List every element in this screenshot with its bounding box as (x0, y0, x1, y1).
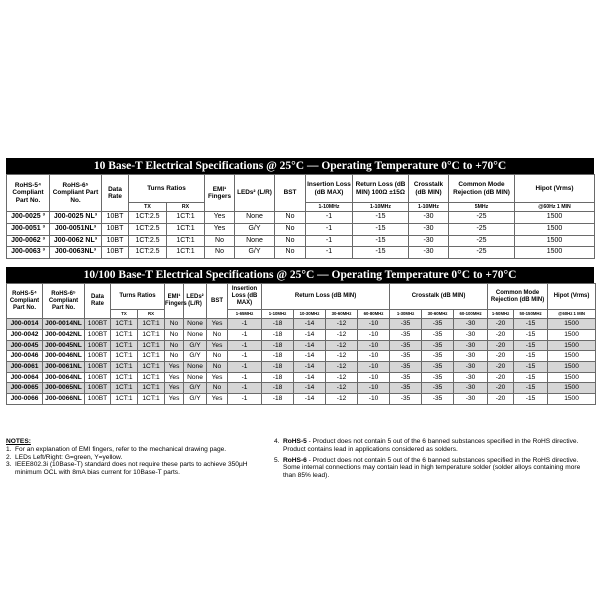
t1-header-cmr-freq: 5MHz (449, 203, 515, 212)
notes-title: NOTES: (6, 438, 31, 445)
cell-leds: G/Y (184, 394, 207, 405)
cell-return-1: -18 (262, 340, 294, 351)
cell-bst: Yes (207, 340, 228, 351)
t1-header-emi: EMI¹ Fingers (205, 175, 235, 212)
cell-crosstalk-2: -35 (422, 319, 454, 330)
cell-cmr-1: -20 (488, 372, 514, 383)
cell-return-3: -12 (326, 383, 358, 394)
cell-rx: 1CT:1 (167, 223, 205, 235)
cell-emi: No (165, 351, 184, 362)
cell-crosstalk-1: -35 (390, 319, 422, 330)
cell-tx: 1CT:1 (111, 319, 138, 330)
note-number: 2. (6, 453, 12, 461)
cell-insertion: -1 (228, 394, 262, 405)
cell-return-2: -14 (294, 362, 326, 373)
table-row (7, 394, 596, 405)
t2-header-insertion: Insertion Loss (dB MAX) (228, 284, 262, 310)
note-item (6, 454, 268, 462)
cell-emi: No (165, 329, 184, 340)
cell-return-3: -12 (326, 329, 358, 340)
cell-cmr-2: -15 (514, 372, 548, 383)
cell-return-3: -12 (326, 394, 358, 405)
t1-header-hipot-cond: @60Hz 1 MIN (515, 203, 595, 212)
cell-cmr-1: -20 (488, 329, 514, 340)
cell-rate: 100BT (85, 340, 111, 351)
cell-emi: Yes (165, 362, 184, 373)
cell-crosstalk-2: -35 (422, 383, 454, 394)
t1-header-insertion: Insertion Loss (dB MAX) (306, 175, 353, 203)
cell-hipot: 1500 (548, 319, 596, 330)
table2-body (7, 319, 596, 405)
note-number: 4. (274, 438, 280, 445)
notes-left-column (6, 438, 268, 477)
spec-sheet (6, 158, 594, 405)
cell-emi: Yes (165, 383, 184, 394)
cell-bst: No (275, 223, 306, 235)
cell-leds: None (235, 235, 275, 247)
t2-header-return-range-3: 30-60MHz (326, 310, 358, 319)
cell-crosstalk: -30 (409, 223, 449, 235)
cell-bst: Yes (207, 319, 228, 330)
cell-insertion: -1 (228, 340, 262, 351)
cell-emi: No (165, 340, 184, 351)
cell-crosstalk-2: -35 (422, 394, 454, 405)
table-spacer (6, 259, 594, 267)
t2-header-emi: EMI¹ Fingers (165, 284, 184, 319)
cell-return-2: -14 (294, 329, 326, 340)
table-row (7, 235, 595, 247)
note-text: - Product does not contain 5 out of the 6 banned substances specified in the RoHS directive. Some internal connections may contain lead in high temperature solder (solder alloys containing more than 85% lead). (283, 456, 581, 480)
cell-rx: 1CT:1 (138, 383, 165, 394)
t1-header-leds: LEDs² (L/R) (235, 175, 275, 212)
cell-crosstalk-3: -30 (454, 394, 488, 405)
cell-tx: 1CT:1 (111, 372, 138, 383)
cell-return-2: -14 (294, 340, 326, 351)
cell-rohs6: J00-0064NL (43, 372, 85, 383)
cell-rate: 100BT (85, 319, 111, 330)
cell-return-2: -14 (294, 383, 326, 394)
cell-return-1: -18 (262, 351, 294, 362)
cell-return-3: -12 (326, 319, 358, 330)
cell-hipot: 1500 (548, 362, 596, 373)
t2-header-cmr-range-2: 50-150MHz (514, 310, 548, 319)
cell-return-4: -10 (358, 394, 390, 405)
cell-leds: G/Y (235, 223, 275, 235)
cell-crosstalk-1: -35 (390, 340, 422, 351)
cell-leds: G/Y (235, 247, 275, 259)
t1-header-hipot: Hipot (Vrms) (515, 175, 595, 203)
t2-header-cmr-range-1: 1-50MHz (488, 310, 514, 319)
cell-insertion: -1 (228, 362, 262, 373)
cell-rohs5: J00-0066 (7, 394, 43, 405)
cell-rate: 100BT (85, 351, 111, 362)
table-row (7, 362, 596, 373)
cell-return-4: -10 (358, 340, 390, 351)
cell-return: -15 (353, 212, 409, 224)
cell-rohs6: J00-0063NL³ (50, 247, 102, 259)
cell-bst: No (275, 247, 306, 259)
cell-hipot: 1500 (548, 329, 596, 340)
cell-rohs6: J00-0046NL (43, 351, 85, 362)
table2-title: 10/100 Base-T Electrical Specifications @ 25°C — Operating Temperature 0°C to +70°C (6, 267, 594, 283)
cell-tx: 1CT:1 (111, 362, 138, 373)
table1 (6, 174, 595, 259)
cell-return-1: -18 (262, 362, 294, 373)
cell-cmr-1: -20 (488, 319, 514, 330)
cell-crosstalk-1: -35 (390, 351, 422, 362)
cell-rate: 10BT (102, 247, 129, 259)
t2-header-hipot: Hipot (Vrms) (548, 284, 596, 310)
t1-header-cmr: Common Mode Rejection (dB MIN) (449, 175, 515, 203)
t1-header-insertion-range: 1-10MHz (306, 203, 353, 212)
cell-rohs6: J00-0051NL³ (50, 223, 102, 235)
cell-rohs6: J00-0042NL (43, 329, 85, 340)
cell-crosstalk-3: -30 (454, 362, 488, 373)
note-label: RoHS-5 (283, 438, 307, 445)
cell-insertion: -1 (228, 319, 262, 330)
cell-tx: 1CT:2.5 (129, 223, 167, 235)
note-text: For an explanation of EMI fingers, refer to the mechanical drawing page. (15, 445, 227, 453)
cell-tx: 1CT:1 (111, 383, 138, 394)
table2 (6, 283, 596, 405)
cell-cmr-2: -15 (514, 351, 548, 362)
t1-header-rohs6: RoHS-6⁵ Compliant Part No. (50, 175, 102, 212)
cell-insertion: -1 (228, 351, 262, 362)
cell-insertion: -1 (306, 247, 353, 259)
cell-cmr-2: -15 (514, 383, 548, 394)
cell-return-2: -14 (294, 319, 326, 330)
cell-rohs6: J00-0065NL (43, 383, 85, 394)
t1-header-tx: TX (129, 203, 167, 212)
cell-rohs6: J00-0061NL (43, 362, 85, 373)
table-row (7, 247, 595, 259)
cell-leds: None (184, 329, 207, 340)
t2-header-hipot-cond: @60Hz 1 MIN (548, 310, 596, 319)
t2-header-turns: Turns Ratios (111, 284, 165, 310)
cell-return-1: -18 (262, 394, 294, 405)
cell-rohs5: J00-0051 ³ (7, 223, 50, 235)
cell-return-2: -14 (294, 372, 326, 383)
cell-hipot: 1500 (515, 235, 595, 247)
t2-header-crosstalk: Crosstalk (dB MIN) (390, 284, 488, 310)
cell-bst: No (207, 329, 228, 340)
cell-return-1: -18 (262, 383, 294, 394)
cell-crosstalk-1: -35 (390, 329, 422, 340)
t2-header-crosstalk-range-3: 60-100MHz (454, 310, 488, 319)
cell-bst: No (275, 212, 306, 224)
cell-leds: G/Y (184, 351, 207, 362)
cell-tx: 1CT:1 (111, 340, 138, 351)
cell-cmr: -25 (449, 223, 515, 235)
cell-hipot: 1500 (548, 372, 596, 383)
cell-return-3: -12 (326, 351, 358, 362)
cell-return: -15 (353, 247, 409, 259)
cell-cmr-2: -15 (514, 329, 548, 340)
cell-crosstalk-1: -35 (390, 372, 422, 383)
cell-crosstalk: -30 (409, 247, 449, 259)
cell-insertion: -1 (228, 383, 262, 394)
t1-header-rohs5: RoHS-5⁴ Compliant Part No. (7, 175, 50, 212)
t2-header-tx: TX (111, 310, 138, 319)
cell-rx: 1CT:1 (138, 362, 165, 373)
t2-header-return-range-1: 1-10MHz (262, 310, 294, 319)
cell-crosstalk-3: -30 (454, 329, 488, 340)
cell-rohs6: J00-0066NL (43, 394, 85, 405)
cell-crosstalk-3: -30 (454, 351, 488, 362)
cell-hipot: 1500 (548, 383, 596, 394)
cell-hipot: 1500 (515, 212, 595, 224)
cell-leds: None (184, 372, 207, 383)
cell-leds: None (184, 362, 207, 373)
cell-emi: Yes (205, 223, 235, 235)
t2-header-rx: RX (138, 310, 165, 319)
table-row (7, 383, 596, 394)
cell-rate: 100BT (85, 329, 111, 340)
cell-rate: 100BT (85, 372, 111, 383)
cell-crosstalk-2: -35 (422, 329, 454, 340)
cell-emi: No (165, 319, 184, 330)
cell-cmr-1: -20 (488, 362, 514, 373)
note-number: 3. (6, 461, 12, 469)
cell-return: -15 (353, 223, 409, 235)
cell-return-2: -14 (294, 351, 326, 362)
cell-rx: 1CT:1 (138, 329, 165, 340)
cell-hipot: 1500 (548, 394, 596, 405)
t2-header-bst: BST (207, 284, 228, 319)
cell-return-3: -12 (326, 340, 358, 351)
cell-rohs5: J00-0065 (7, 383, 43, 394)
cell-return-1: -18 (262, 319, 294, 330)
cell-return-1: -18 (262, 372, 294, 383)
cell-cmr-2: -15 (514, 319, 548, 330)
cell-rx: 1CT:1 (138, 340, 165, 351)
t2-header-leds: LEDs² (L/R) (184, 284, 207, 319)
cell-rx: 1CT:1 (138, 351, 165, 362)
cell-rohs5: J00-0025 ³ (7, 212, 50, 224)
cell-return-3: -12 (326, 362, 358, 373)
cell-insertion: -1 (306, 223, 353, 235)
cell-cmr: -25 (449, 212, 515, 224)
cell-cmr-1: -20 (488, 340, 514, 351)
t1-header-return-range: 1-10MHz (353, 203, 409, 212)
t1-header-crosstalk: Crosstalk (dB MIN) (409, 175, 449, 203)
cell-rate: 100BT (85, 394, 111, 405)
t2-header-return: Return Loss (dB MIN) (262, 284, 390, 310)
cell-insertion: -1 (306, 212, 353, 224)
cell-emi: Yes (165, 372, 184, 383)
cell-rate: 100BT (85, 383, 111, 394)
cell-bst: Yes (207, 394, 228, 405)
t1-header-turns: Turns Ratios (129, 175, 205, 203)
cell-return-1: -18 (262, 329, 294, 340)
cell-bst: No (207, 351, 228, 362)
cell-rx: 1CT:1 (167, 247, 205, 259)
cell-hipot: 1500 (548, 340, 596, 351)
cell-insertion: -1 (228, 329, 262, 340)
t1-header-return: Return Loss (dB MIN) 100Ω ±15Ω (353, 175, 409, 203)
cell-rate: 100BT (85, 362, 111, 373)
cell-cmr-1: -20 (488, 351, 514, 362)
cell-insertion: -1 (228, 372, 262, 383)
cell-bst: No (207, 362, 228, 373)
note-label: RoHS-6 (283, 456, 307, 464)
cell-crosstalk-3: -30 (454, 383, 488, 394)
note-text: LEDs Left/Right: G=green, Y=yellow. (15, 453, 123, 461)
t1-header-data-rate: Data Rate (102, 175, 129, 212)
cell-bst: No (207, 383, 228, 394)
t2-header-insertion-range: 1-65MHz (228, 310, 262, 319)
cell-return: -15 (353, 235, 409, 247)
table-row (7, 329, 596, 340)
cell-rx: 1CT:1 (167, 235, 205, 247)
cell-bst: Yes (207, 372, 228, 383)
note-item (274, 438, 592, 454)
cell-tx: 1CT:2.5 (129, 212, 167, 224)
table-row (7, 372, 596, 383)
note-text: - Product does not contain 5 out of the 6 banned substances specified in the RoHS directive. Product contains lead in applications considered as solders. (283, 438, 579, 453)
table-row (7, 319, 596, 330)
cell-tx: 1CT:2.5 (129, 235, 167, 247)
t2-header-rohs6: RoHS-6⁵ Compliant Part No. (43, 284, 85, 319)
note-item (6, 461, 268, 477)
cell-emi: Yes (205, 212, 235, 224)
cell-crosstalk: -30 (409, 212, 449, 224)
t2-header-crosstalk-range-1: 1-30MHz (390, 310, 422, 319)
cell-rohs5: J00-0045 (7, 340, 43, 351)
cell-hipot: 1500 (515, 223, 595, 235)
cell-crosstalk-2: -35 (422, 362, 454, 373)
t1-header-crosstalk-range: 1-10MHz (409, 203, 449, 212)
cell-return-2: -14 (294, 394, 326, 405)
cell-bst: No (275, 235, 306, 247)
note-number: 5. (274, 456, 280, 464)
cell-cmr: -25 (449, 247, 515, 259)
cell-cmr-2: -15 (514, 362, 548, 373)
cell-crosstalk: -30 (409, 235, 449, 247)
cell-return-4: -10 (358, 329, 390, 340)
t2-header-cmr: Common Mode Rejection (dB MIN) (488, 284, 548, 310)
t2-header-return-range-4: 60-80MHz (358, 310, 390, 319)
t2-header-crosstalk-range-2: 30-60MHz (422, 310, 454, 319)
cell-crosstalk-1: -35 (390, 383, 422, 394)
cell-leds: G/Y (184, 340, 207, 351)
t2-header-rohs5: RoHS-5⁴ Compliant Part No. (7, 284, 43, 319)
cell-hipot: 1500 (515, 247, 595, 259)
cell-rohs6: J00-0025 NL³ (50, 212, 102, 224)
cell-leds: None (235, 212, 275, 224)
table-row (7, 223, 595, 235)
cell-crosstalk-2: -35 (422, 351, 454, 362)
table-row (7, 212, 595, 224)
cell-crosstalk-3: -30 (454, 319, 488, 330)
cell-crosstalk-1: -35 (390, 394, 422, 405)
cell-cmr-1: -20 (488, 383, 514, 394)
cell-emi: Yes (165, 394, 184, 405)
cell-tx: 1CT:1 (111, 329, 138, 340)
cell-emi: No (205, 247, 235, 259)
cell-rohs5: J00-0062 ³ (7, 235, 50, 247)
cell-rohs5: J00-0046 (7, 351, 43, 362)
t1-header-bst: BST (275, 175, 306, 212)
cell-insertion: -1 (306, 235, 353, 247)
cell-emi: No (205, 235, 235, 247)
cell-crosstalk-1: -35 (390, 362, 422, 373)
cell-rohs6: J00-0045NL (43, 340, 85, 351)
cell-cmr-1: -20 (488, 394, 514, 405)
cell-rx: 1CT:1 (138, 319, 165, 330)
cell-return-4: -10 (358, 351, 390, 362)
cell-return-4: -10 (358, 319, 390, 330)
table-row (7, 351, 596, 362)
cell-hipot: 1500 (548, 351, 596, 362)
cell-rohs5: J00-0042 (7, 329, 43, 340)
t1-header-rx: RX (167, 203, 205, 212)
cell-rohs5: J00-0063 ³ (7, 247, 50, 259)
cell-tx: 1CT:1 (111, 394, 138, 405)
cell-rx: 1CT:1 (138, 372, 165, 383)
cell-rohs5: J00-0061 (7, 362, 43, 373)
cell-return-4: -10 (358, 362, 390, 373)
note-text: IEEE802.3i (10Base-T) standard does not require these parts to achieve 350µH minimum OCL with 8mA bias current for 10Base-T parts. (15, 461, 248, 477)
cell-rate: 10BT (102, 235, 129, 247)
cell-rx: 1CT:1 (138, 394, 165, 405)
notes-right-column (274, 438, 592, 480)
cell-return-4: -10 (358, 372, 390, 383)
note-item (6, 446, 268, 454)
note-number: 1. (6, 445, 12, 453)
cell-tx: 1CT:1 (111, 351, 138, 362)
cell-rohs5: J00-0064 (7, 372, 43, 383)
cell-crosstalk-3: -30 (454, 340, 488, 351)
cell-cmr: -25 (449, 235, 515, 247)
cell-crosstalk-2: -35 (422, 340, 454, 351)
t2-header-data-rate: Data Rate (85, 284, 111, 319)
cell-leds: G/Y (184, 383, 207, 394)
cell-rohs6: J00-0062 NL³ (50, 235, 102, 247)
t2-header-return-range-2: 10-30MHz (294, 310, 326, 319)
cell-crosstalk-3: -30 (454, 372, 488, 383)
cell-return-3: -12 (326, 372, 358, 383)
table-row (7, 340, 596, 351)
cell-rohs6: J00-0014NL (43, 319, 85, 330)
cell-rohs5: J00-0014 (7, 319, 43, 330)
cell-leds: None (184, 319, 207, 330)
cell-cmr-2: -15 (514, 394, 548, 405)
cell-rx: 1CT:1 (167, 212, 205, 224)
table1-title: 10 Base-T Electrical Specifications @ 25°C — Operating Temperature 0°C to +70°C (6, 158, 594, 174)
cell-rate: 10BT (102, 223, 129, 235)
cell-tx: 1CT:2.5 (129, 247, 167, 259)
note-item (274, 457, 592, 480)
cell-rate: 10BT (102, 212, 129, 224)
cell-return-4: -10 (358, 383, 390, 394)
cell-cmr-2: -15 (514, 340, 548, 351)
cell-crosstalk-2: -35 (422, 372, 454, 383)
